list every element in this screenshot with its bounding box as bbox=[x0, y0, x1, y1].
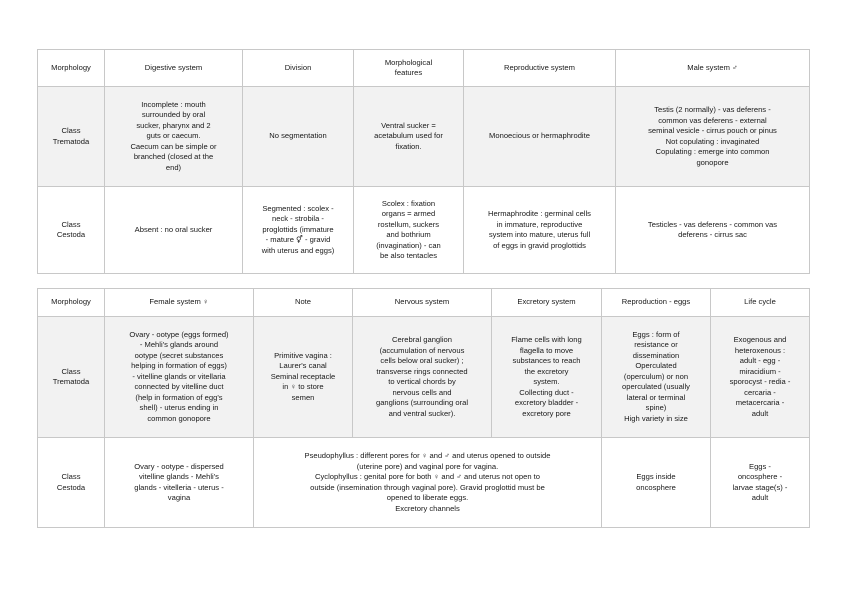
table-header-row bbox=[38, 289, 810, 317]
row-label-cell: Class Cestoda bbox=[38, 187, 105, 274]
table-cell: Hermaphrodite : germinal cells in immature, reproductive system into mature, uterus full of eggs in gravid proglottids bbox=[464, 187, 616, 274]
table-cell: Testicles - vas deferens - common vas deferens - cirrus sac bbox=[616, 187, 810, 274]
table-cell: Primitive vagina : Laurer's canal Seminal receptacle in ♀ to store semen bbox=[254, 317, 353, 438]
merged-cell: Pseudophyllus : different pores for ♀ and ♂ and uterus opened to outside (uterine pore) and vaginal pore for vagina. Cyclophyllus : genital pore for both ♀ and ♂ and uterus not open to outside (insemination through vaginal pore). Gravid proglottid must be opened to liberate eggs. Excretory channels bbox=[254, 438, 602, 528]
table-cell: Eggs inside oncosphere bbox=[602, 438, 711, 528]
header-cell: Male system ♂ bbox=[616, 50, 810, 87]
table-cell: Scolex : fixation organs = armed rostellum, suckers and bothrium (invagination) - can be also tentacles bbox=[354, 187, 464, 274]
table-row bbox=[38, 317, 810, 438]
header-cell: Note bbox=[254, 289, 353, 317]
table-cell: Absent : no oral sucker bbox=[105, 187, 243, 274]
header-cell: Excretory system bbox=[492, 289, 602, 317]
table-row bbox=[38, 187, 810, 274]
header-cell: Reproductive system bbox=[464, 50, 616, 87]
table-cell: Ovary - ootype - dispersed vitelline glands - Mehli's glands - vitelleria - uterus - vagina bbox=[105, 438, 254, 528]
header-cell: Morphological features bbox=[354, 50, 464, 87]
header-cell: Female system ♀ bbox=[105, 289, 254, 317]
table-cell: Incomplete : mouth surrounded by oral sucker, pharynx and 2 guts or caecum. Caecum can be simple or branched (closed at the end) bbox=[105, 87, 243, 187]
table-cell: Ovary - ootype (eggs formed) - Mehli's glands around ootype (secret substances helping in formation of eggs) - vitelline glands or vitellaria connected by vitelline duct (help in formation of egg's shell) - uterus ending in common gonopore bbox=[105, 317, 254, 438]
header-cell: Morphology bbox=[38, 289, 105, 317]
table-row bbox=[38, 87, 810, 187]
table-header-row bbox=[38, 50, 810, 87]
row-label-cell: Class Trematoda bbox=[38, 87, 105, 187]
table-cell: Eggs : form of resistance or dissemination Operculated (operculum) or non operculated (usually lateral or terminal spine) High variety in size bbox=[602, 317, 711, 438]
table-cell: Segmented : scolex - neck - strobila - proglottids (immature - mature ⚥ - gravid with uterus and eggs) bbox=[243, 187, 354, 274]
header-cell: Life cycle bbox=[711, 289, 810, 317]
table-cell: Ventral sucker = acetabulum used for fixation. bbox=[354, 87, 464, 187]
row-label-cell: Class Cestoda bbox=[38, 438, 105, 528]
morphology-table-1 bbox=[37, 49, 810, 274]
table-cell: Flame cells with long flagella to move substances to reach the excretory system. Collecting duct - excretory bladder - excretory pore bbox=[492, 317, 602, 438]
table-cell: Exogenous and heteroxenous : adult - egg - miracidium - sporocyst - redia - cercaria - metacercaria - adult bbox=[711, 317, 810, 438]
table-row bbox=[38, 438, 810, 528]
header-cell: Nervous system bbox=[353, 289, 492, 317]
header-cell: Division bbox=[243, 50, 354, 87]
table-cell: Monoecious or hermaphrodite bbox=[464, 87, 616, 187]
table-cell: No segmentation bbox=[243, 87, 354, 187]
table-cell: Cerebral ganglion (accumulation of nervous cells below oral sucker) ; transverse rings connected to vertical chords by nervous cells and ganglions (surrounding oral and ventral sucker). bbox=[353, 317, 492, 438]
table-cell: Eggs - oncosphere - larvae stage(s) - adult bbox=[711, 438, 810, 528]
header-cell: Digestive system bbox=[105, 50, 243, 87]
header-cell: Morphology bbox=[38, 50, 105, 87]
row-label-cell: Class Trematoda bbox=[38, 317, 105, 438]
table-cell: Testis (2 normally) - vas deferens - common vas deferens - external seminal vesicle - cirrus pouch or pinus Not copulating : invaginated Copulating : emerge into common gonopore bbox=[616, 87, 810, 187]
morphology-table-2 bbox=[37, 288, 810, 528]
header-cell: Reproduction - eggs bbox=[602, 289, 711, 317]
